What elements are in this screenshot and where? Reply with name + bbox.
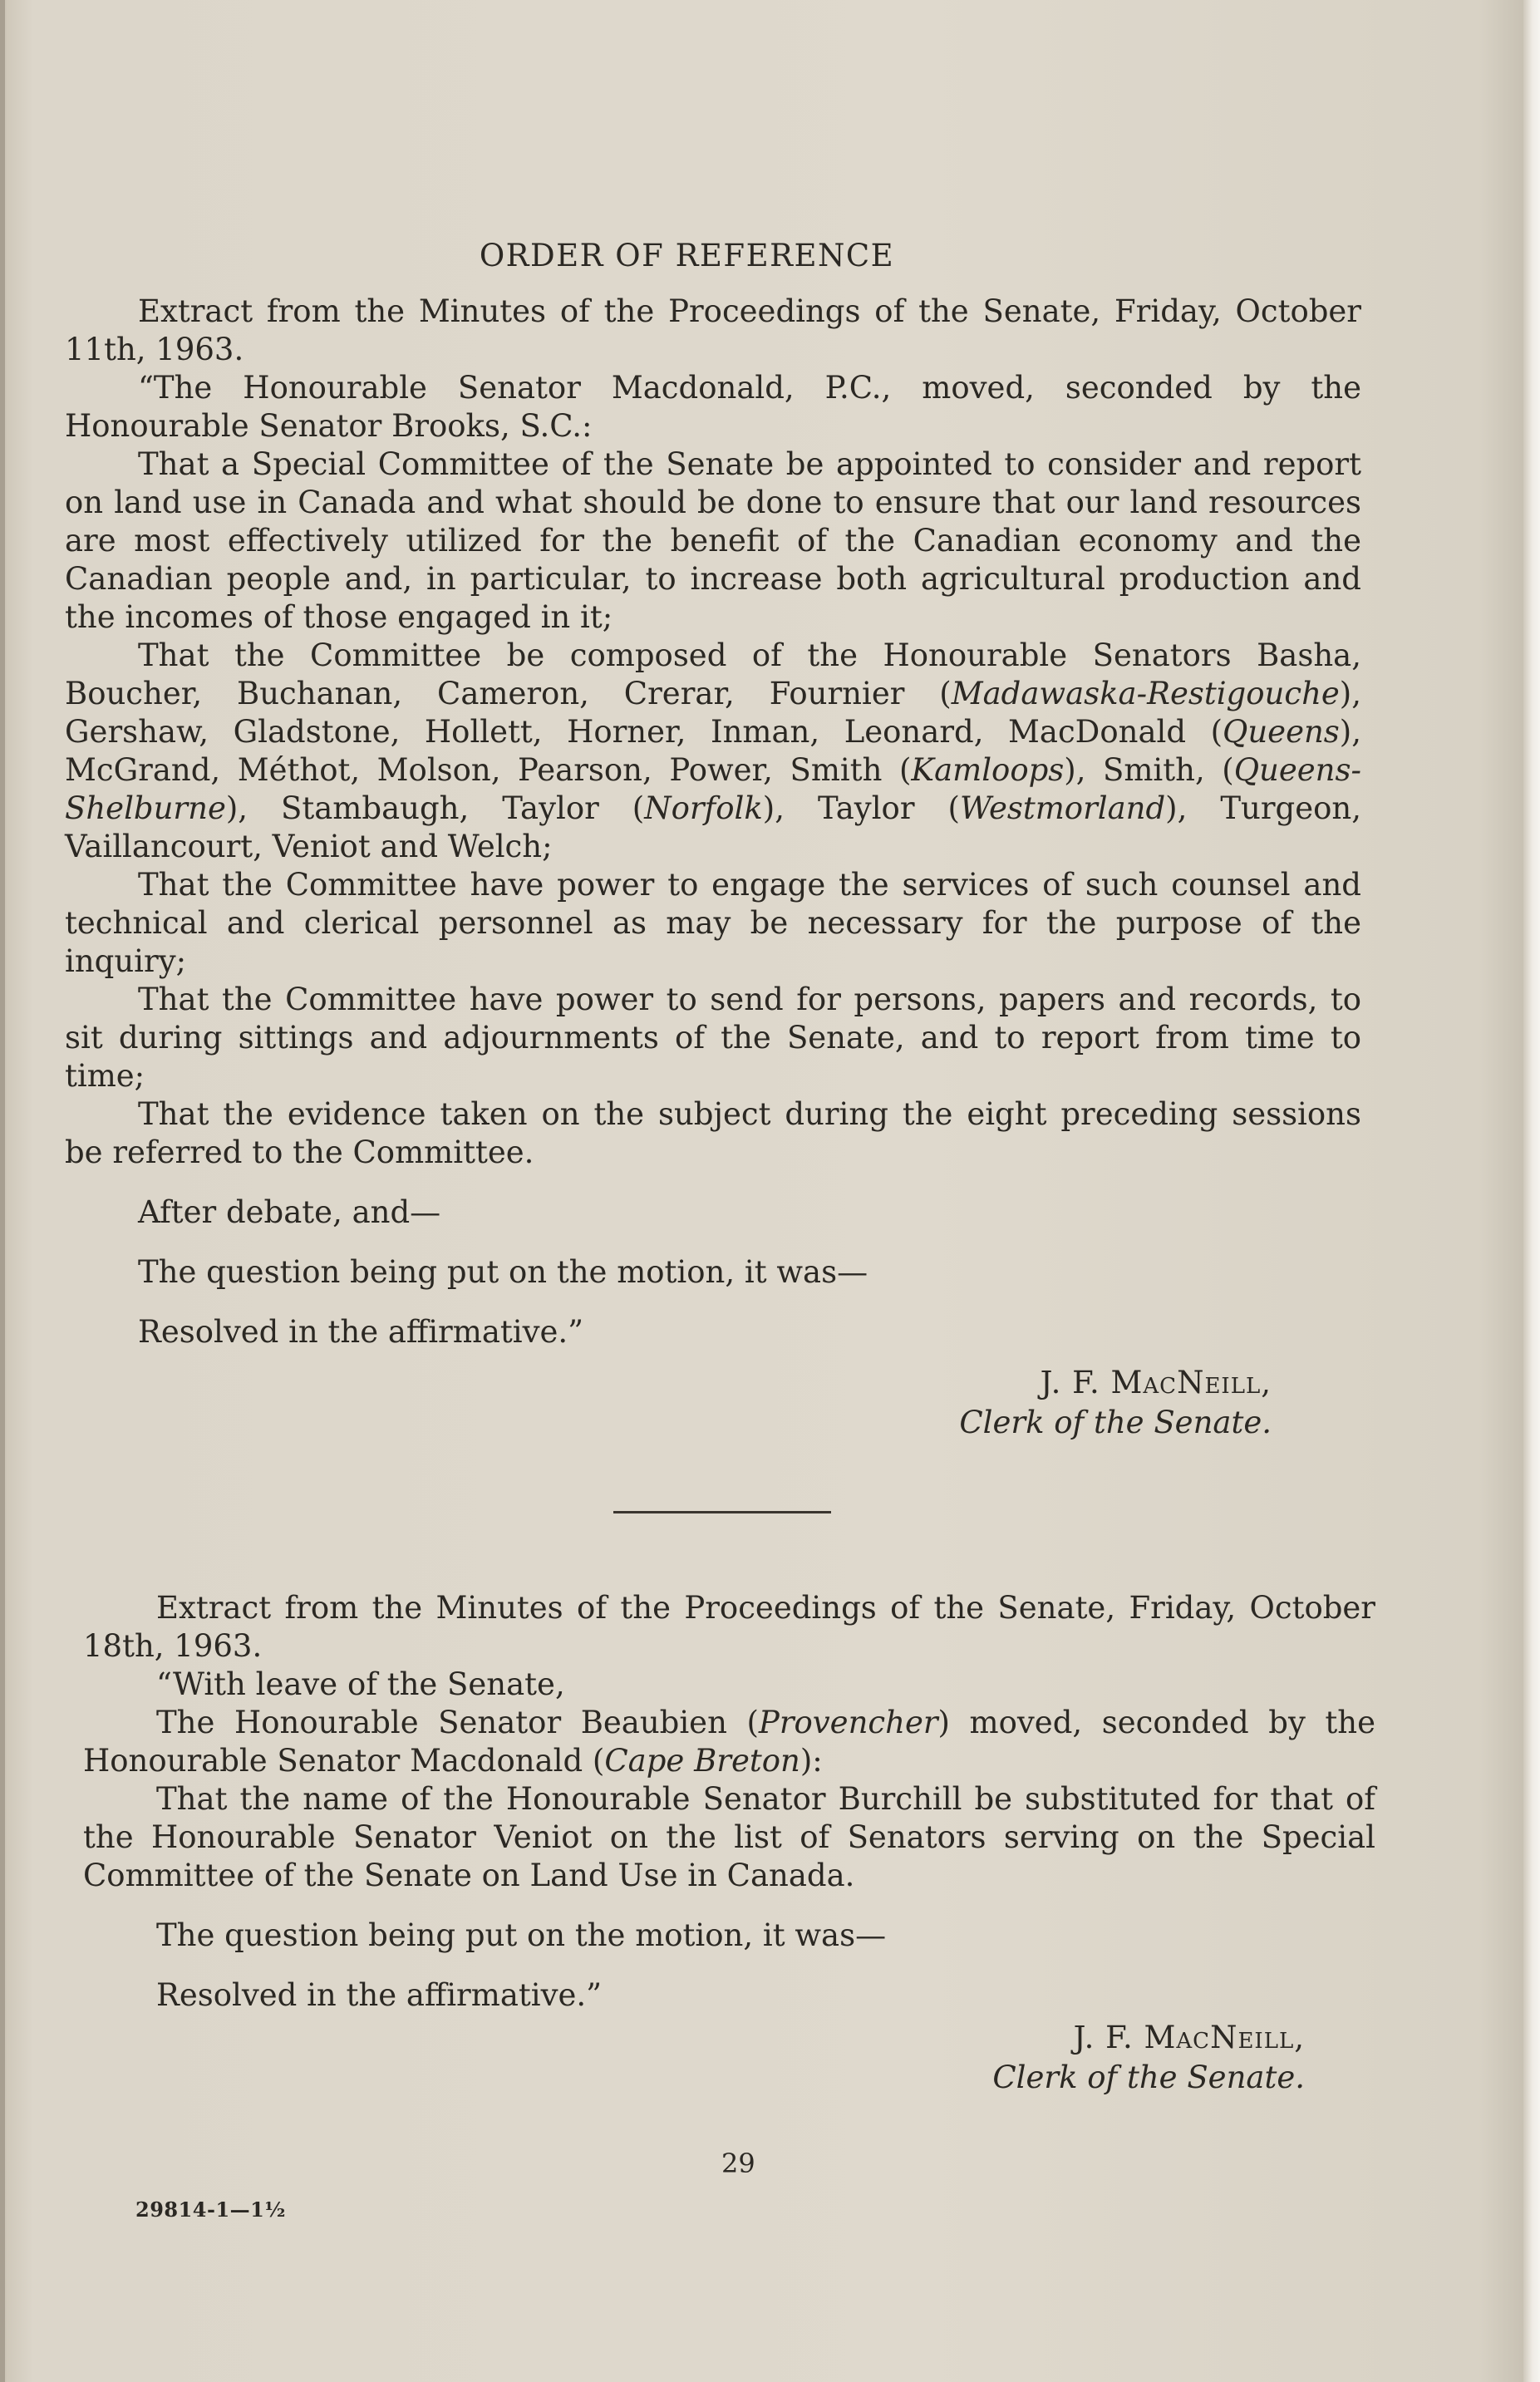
extract-1-question: The question being put on the motion, it was— (138, 1254, 868, 1290)
extract-1-intro: Extract from the Minutes of the Proceedings of the Senate, Friday, October 11th, 1963. (65, 293, 1361, 367)
extract-1-paragraph-4: That the Committee have power to send for persons, papers and records, to sit during sittings and adjournments of the Senate, and to report from time to time; (65, 982, 1361, 1094)
extract-1-motion: “The Honourable Senator Macdonald, P.C., moved, seconded by the Honourable Senator Brooks, S.C.: (65, 370, 1361, 444)
extract-2-paragraph-1: That the name of the Honourable Senator Burchill be substituted for that of the Honourable Senator Veniot on the list of Senators serving on the Special Committee of the Senate on Land Use in Canada. (83, 1781, 1375, 1893)
extract-2-motion: The Honourable Senator Beaubien (Provencher) moved, seconded by the Honourable Senator Macdonald (Cape Breton): (83, 1705, 1375, 1779)
signature-title: Clerk of the Senate. (959, 1405, 1272, 1440)
extract-1-paragraph-5: That the evidence taken on the subject during the eight preceding sessions be referred to the Committee. (65, 1096, 1361, 1170)
extract-2-leave: “With leave of the Senate, (156, 1666, 565, 1702)
signature-name: J. F. MacNeill, (1040, 1365, 1272, 1400)
extract-1-paragraph-2: That the Committee be composed of the Honourable Senators Basha, Boucher, Buchanan, Cameron, Crerar, Fournier (Madawaska-Restigouche), Gershaw, Gladstone, Hollett, Horner, Inman, Leonard, MacDonald (Queens), McGrand, Méthot, Molson, Pearson, Power, Smith (Kamloops), Smith, (Queens-Shelburne), Stambaugh, Taylor (Norfolk), Taylor (Westmorland), Turgeon, Vaillancourt, Veniot and Welch; (65, 637, 1361, 864)
extract-1-paragraph-1: That a Special Committee of the Senate be appointed to consider and report on land use in Canada and what should be done to ensure that our land resources are most effectively utilized for the benefit of the Canadian economy and the Canadian people and, in particular, to increase both agricultural production and the incomes of those engaged in it; (65, 446, 1361, 635)
section-divider (613, 1511, 831, 1513)
extract-2-question: The question being put on the motion, it was— (156, 1917, 887, 1953)
extract-1-paragraph-3: That the Committee have power to engage the services of such counsel and technical and clerical personnel as may be necessary for the purpose of the inquiry; (65, 867, 1361, 979)
extract-2 (83, 1589, 1375, 2015)
signature-name-2: J. F. MacNeill, (1073, 2020, 1305, 2055)
extract-1-debate: After debate, and— (138, 1194, 441, 1230)
page-number: 29 (721, 2148, 755, 2179)
extract-1-resolved: Resolved in the affirmative.” (138, 1314, 584, 1350)
printer-code: 29814-1—1½ (135, 2197, 286, 2222)
signature-title-2: Clerk of the Senate. (992, 2060, 1305, 2095)
extract-2-signature (923, 2018, 1305, 2098)
extract-1 (65, 293, 1361, 1351)
extract-2-resolved: Resolved in the affirmative.” (156, 1977, 603, 2013)
extract-1-signature (914, 1363, 1272, 1443)
extract-2-intro: Extract from the Minutes of the Proceedings of the Senate, Friday, October 18th, 1963. (83, 1590, 1375, 1664)
page-heading: ORDER OF REFERENCE (479, 238, 895, 273)
